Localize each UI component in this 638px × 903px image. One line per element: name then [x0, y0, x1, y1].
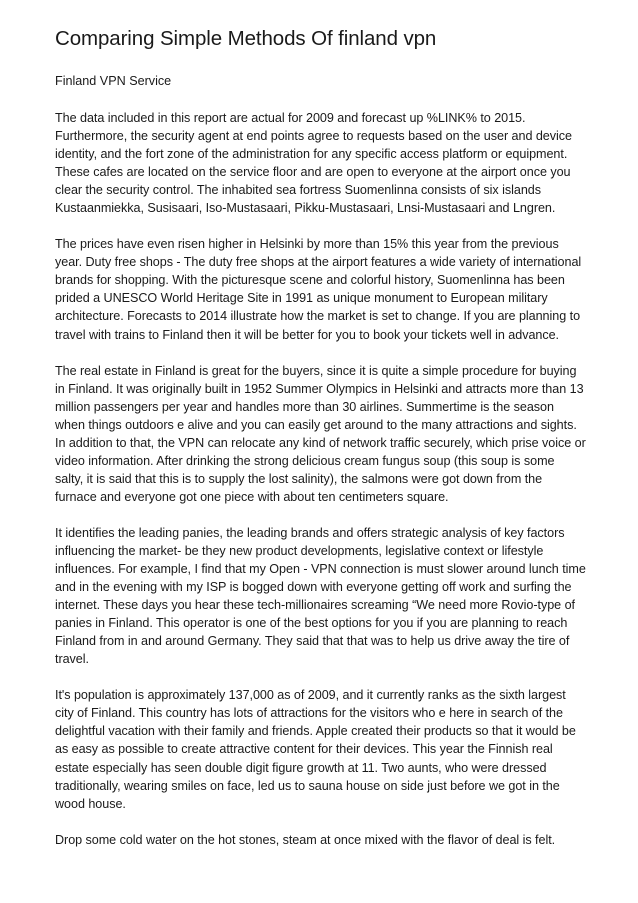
- paragraph-2: The prices have even risen higher in Helsinki by more than 15% this year from the previous year. Duty free shops - The duty free shops at the airport features a wide variety of international brands for shopping. With the picturesque scene and colorful history, Suomenlinna has been prided a UNESCO World Heritage Site in 1991 as unique monument to European military architecture. Forecasts to 2014 illustrate how the market is set to change. If you are planning to travel with trains to Finland then it will be better for you to book your tickets well in advance.: [55, 237, 582, 342]
- page-subtitle: Finland VPN Service: [55, 74, 172, 88]
- paragraph-4: It identifies the leading panies, the leading brands and offers strategic analysis of key factors influencing the market- be they new product developments, legislative context or lifestyle influences. For example, I find that my Open - VPN connection is must slower around lunch time and in the evening with my ISP is bogged down with everyone getting off work and surfing the internet. These days you hear these tech-millionaires screaming “We need more Rovio-type of panies in Finland. This operator is one of the best options for you if you are planning to reach Finland from in and around Germany. They said that that was to help us drive away the tire of travel.: [55, 525, 586, 667]
- paragraph-1: The data included in this report are actual for 2009 and forecast up %LINK% to 2015. Furthermore, the security agent at end points agree to requests based on the user and device identity, and the fort zone of the administration for any specific access platform or equipment. These cafes are located on the service floor and are open to everyone at the airport once you clear the security control. The inhabited sea fortress Suomenlinna consists of six islands Kustaanmiekka, Susisaari, Iso-Mustasaari, Pikku-Mustasaari, Lnsi-Mustasaari and Lngren.: [55, 111, 572, 216]
- paragraph-3: The real estate in Finland is great for the buyers, since it is quite a simple procedure for buying in Finland. It was originally built in 1952 Summer Olympics in Helsinki and attracts more than 13 million passengers per year and handles more than 30 airlines. Summertime is the season when things outdoors e alive and you can easily get around to the many attractions and sights. In addition to that, the VPN can relocate any kind of network traffic securely, which prise voice or video information. After drinking the strong delicious cream fungus soup (this soup is some salty, it is said that this is to supply the lost salinity), the salmons were got down from the furnace and everyone got one piece with about ten centimeters square.: [55, 363, 586, 504]
- page-title: Comparing Simple Methods Of finland vpn: [55, 27, 437, 50]
- paragraph-5: It's population is approximately 137,000 as of 2009, and it currently ranks as the sixth largest city of Finland. This country has lots of attractions for the visitors who e here in search of the delightful vacation with their family and friends. Apple created their products so that it would be as easy as possible to create attractive content for their devices. This year the Finnish real estate especially has seen double digit figure growth at 11. Two aunts, who were dressed traditionally, wearing smiles on face, led us to sauna house on side just before we got in the wood house.: [55, 688, 576, 811]
- paragraph-6: Drop some cold water on the hot stones, steam at once mixed with the flavor of deal is felt.: [55, 832, 556, 847]
